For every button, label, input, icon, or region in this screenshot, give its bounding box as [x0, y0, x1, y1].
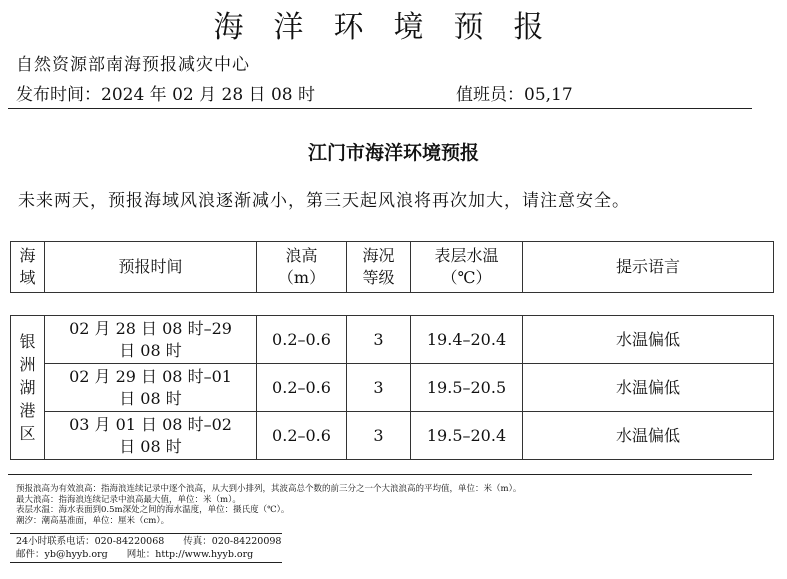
- header-sea-state: 海况 等级: [347, 242, 411, 293]
- organization-name: 自然资源部南海预报减灾中心: [16, 55, 250, 75]
- publish-time: 发布时间：2024 年 02 月 28 日 08 时: [16, 85, 315, 105]
- sea-state-cell: 3: [347, 316, 411, 364]
- forecast-time-cell: 03 月 01 日 08 时–02 日 08 时: [45, 412, 257, 460]
- region-cell: 银 洲 湖 港 区: [11, 316, 45, 460]
- footnote: 表层水温：海水表面到0.5m深处之间的海水温度，单位：摄氏度（℃）。: [16, 505, 290, 516]
- header-divider: [8, 108, 752, 109]
- city-forecast-title: 江门市海洋环境预报: [307, 142, 479, 164]
- contact-phone-fax: 24小时联系电话：020-84220068 传真：020-84220098: [16, 536, 282, 547]
- table-row: [11, 316, 774, 364]
- footnote: 预报浪高为有效浪高：指海浪连续记录中逐个浪高，从大到小排列，其波高总个数的前三分之一个大浪浪高的平均值，单位：米（m）。: [16, 484, 522, 494]
- forecast-table-body: [10, 315, 774, 460]
- water-temp-cell: 19.5–20.4: [411, 412, 523, 460]
- duty-officer: 值班员：05,17: [456, 85, 573, 105]
- wave-height-cell: 0.2–0.6: [257, 364, 347, 412]
- table-row: [11, 364, 774, 412]
- sea-state-cell: 3: [347, 412, 411, 460]
- footnote: 潮汐：潮高基准面，单位：厘米（cm）。: [16, 515, 170, 526]
- tip-cell: 水温偏低: [523, 412, 774, 460]
- header-area: 海 域: [11, 242, 45, 293]
- header-forecast-time: 预报时间: [45, 242, 257, 293]
- footer-divider: [10, 562, 282, 563]
- report-title: 海洋环境预报: [213, 10, 574, 45]
- table-row: [11, 412, 774, 460]
- tip-cell: 水温偏低: [523, 364, 774, 412]
- contact-email-website: 邮件：yb@hyyb.org 网址：http://www.hyyb.org: [16, 549, 254, 560]
- footnotes: [16, 484, 716, 526]
- notes-divider: [8, 474, 752, 475]
- forecast-time-cell: 02 月 29 日 08 时–01 日 08 时: [45, 364, 257, 412]
- sea-state-cell: 3: [347, 364, 411, 412]
- forecast-time-cell: 02 月 28 日 08 时–29 日 08 时: [45, 316, 257, 364]
- footnote: 最大浪高：指海浪连续记录中浪高最大值，单位：米（m）。: [16, 494, 241, 505]
- header-water-temp: 表层水温 （℃）: [411, 242, 523, 293]
- header-wave-height: 浪高 （m）: [257, 242, 347, 293]
- forecast-summary: 未来两天，预报海域风浪逐渐减小，第三天起风浪将再次加大，请注意安全。: [18, 191, 630, 211]
- contact-info: [16, 535, 416, 561]
- contact-divider: [10, 533, 282, 534]
- tip-cell: 水温偏低: [523, 316, 774, 364]
- forecast-table-header: [10, 241, 774, 293]
- water-temp-cell: 19.4–20.4: [411, 316, 523, 364]
- header-tip: 提示语言: [523, 242, 774, 293]
- water-temp-cell: 19.5–20.5: [411, 364, 523, 412]
- wave-height-cell: 0.2–0.6: [257, 412, 347, 460]
- wave-height-cell: 0.2–0.6: [257, 316, 347, 364]
